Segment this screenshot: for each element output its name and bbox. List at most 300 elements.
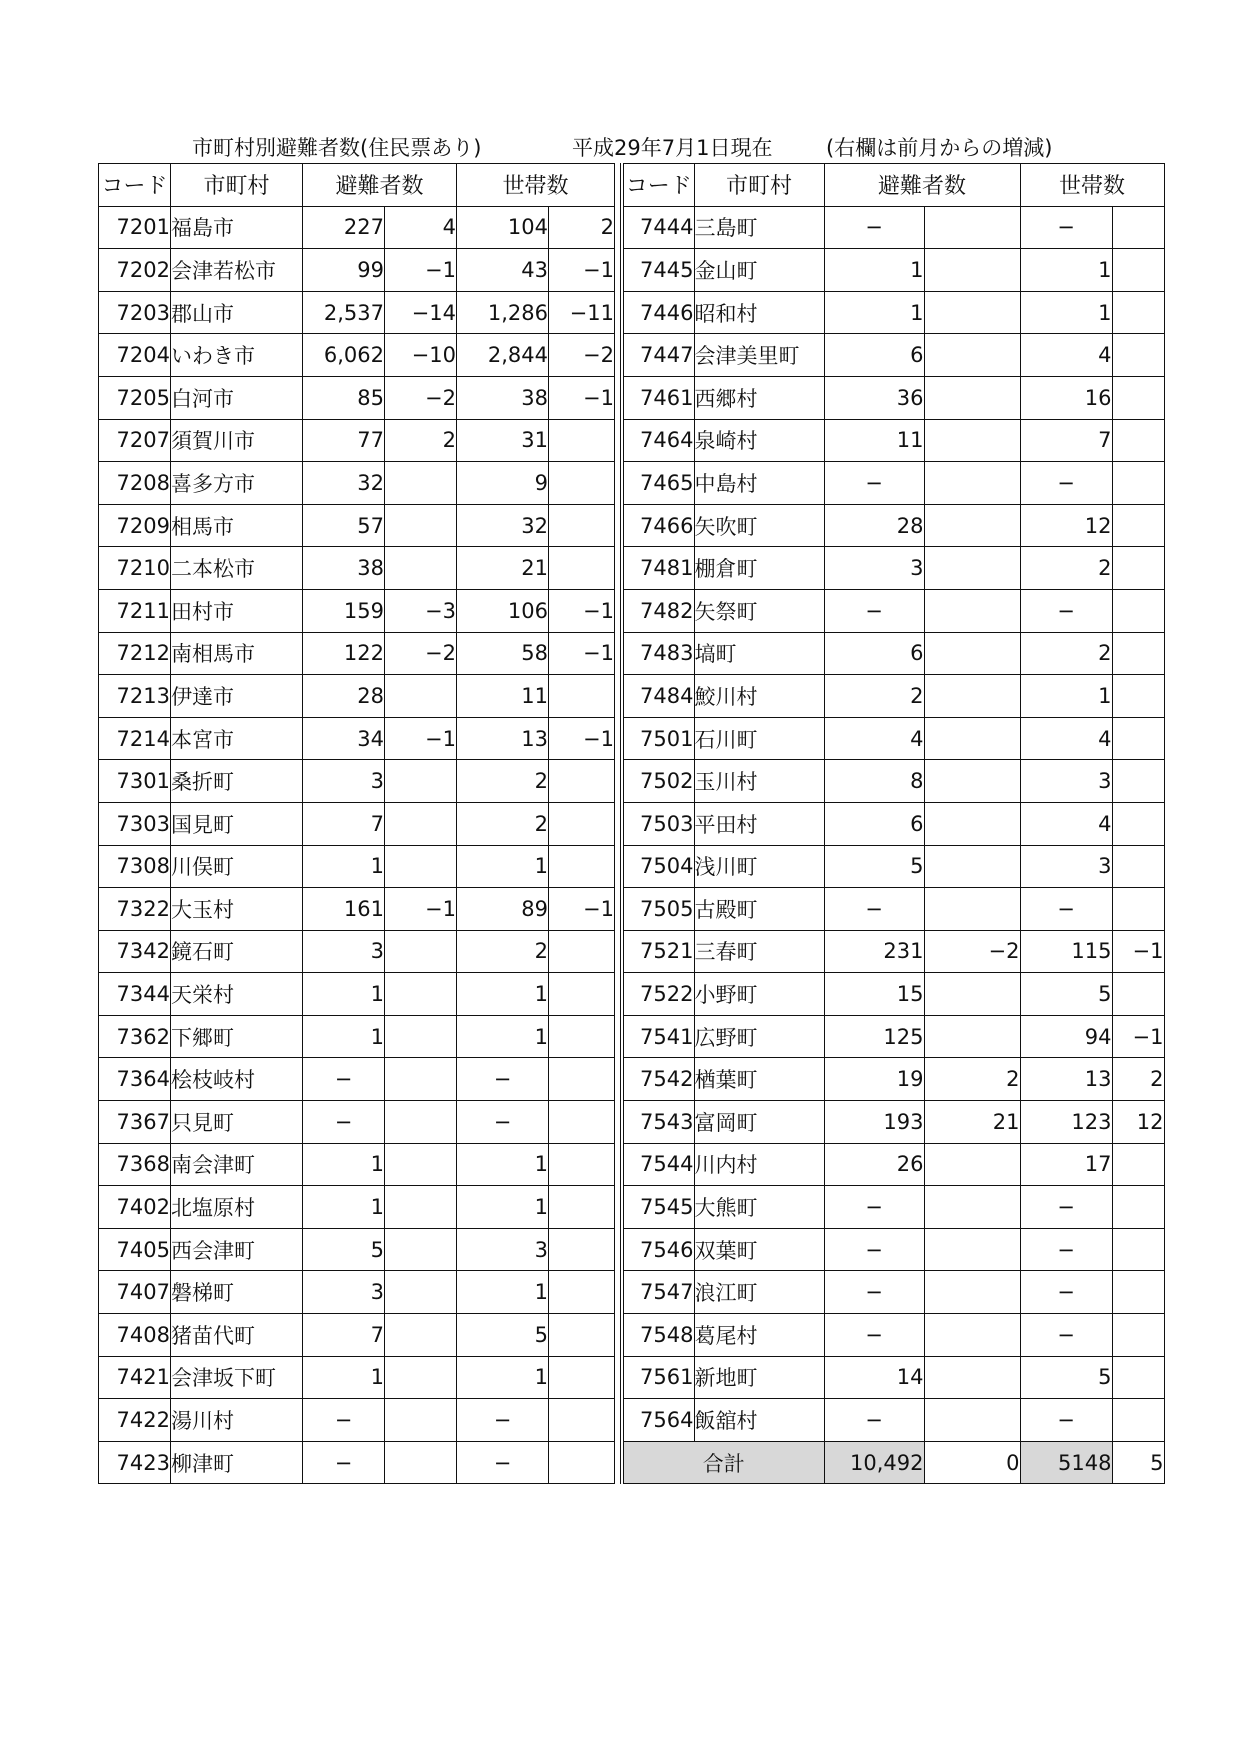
row-municipality: 本宮市	[171, 717, 303, 760]
row-evacuees: 32	[303, 462, 385, 505]
table-row	[99, 206, 615, 249]
table-row	[99, 717, 615, 760]
row-code: 7407	[99, 1271, 171, 1314]
row-households-change	[1112, 334, 1164, 377]
row-code: 7201	[99, 206, 171, 249]
row-households-change	[1112, 802, 1164, 845]
row-evacuees: 227	[303, 206, 385, 249]
table-row	[99, 547, 615, 590]
row-evacuees: 8	[824, 760, 924, 803]
row-evacuees-change	[924, 376, 1020, 419]
row-households-change: −1	[1112, 930, 1164, 973]
row-evacuees-change	[924, 1228, 1020, 1271]
row-households-change	[549, 419, 615, 462]
row-households: 1	[457, 1186, 549, 1229]
row-code: 7484	[622, 675, 694, 718]
row-municipality: 飯舘村	[694, 1399, 824, 1442]
row-households: −	[457, 1101, 549, 1144]
row-households: 2,844	[457, 334, 549, 377]
row-code: 7203	[99, 291, 171, 334]
row-households: 2	[457, 802, 549, 845]
row-evacuees-change	[924, 589, 1020, 632]
row-code: 7213	[99, 675, 171, 718]
row-evacuees-change	[924, 504, 1020, 547]
table-header-row	[622, 164, 1164, 207]
table-row	[99, 1101, 615, 1144]
table-row	[99, 888, 615, 931]
total-households-change: 5	[1112, 1441, 1164, 1484]
evacuee-table-left	[98, 163, 615, 1484]
row-evacuees-change	[385, 760, 457, 803]
row-code: 7547	[622, 1271, 694, 1314]
row-municipality: 国見町	[171, 802, 303, 845]
row-households-change: 2	[1112, 1058, 1164, 1101]
title-note: (右欄は前月からの増減)	[826, 136, 1053, 160]
row-municipality: 磐梯町	[171, 1271, 303, 1314]
row-households-change	[549, 1015, 615, 1058]
row-households-change	[549, 1441, 615, 1484]
row-municipality: 小野町	[694, 973, 824, 1016]
row-evacuees: −	[303, 1399, 385, 1442]
row-code: 7501	[622, 717, 694, 760]
row-municipality: 平田村	[694, 802, 824, 845]
table-row	[622, 1228, 1164, 1271]
row-evacuees-change	[924, 888, 1020, 931]
row-municipality: 玉川村	[694, 760, 824, 803]
row-households: 1	[1020, 249, 1112, 292]
row-evacuees: 19	[824, 1058, 924, 1101]
table-row	[99, 1314, 615, 1357]
row-code: 7204	[99, 334, 171, 377]
row-households: 1	[1020, 675, 1112, 718]
row-evacuees: 1	[824, 249, 924, 292]
row-municipality: 三島町	[694, 206, 824, 249]
row-households-change	[1112, 1356, 1164, 1399]
row-municipality: 西郷村	[694, 376, 824, 419]
row-evacuees: 7	[303, 1314, 385, 1357]
table-row	[622, 1015, 1164, 1058]
row-evacuees-change	[924, 632, 1020, 675]
table-row	[99, 249, 615, 292]
row-evacuees: −	[303, 1058, 385, 1101]
row-municipality: 須賀川市	[171, 419, 303, 462]
row-municipality: 石川町	[694, 717, 824, 760]
row-evacuees: 28	[303, 675, 385, 718]
row-evacuees: 122	[303, 632, 385, 675]
row-households-change	[549, 930, 615, 973]
row-evacuees-change	[924, 1399, 1020, 1442]
row-code: 7362	[99, 1015, 171, 1058]
row-municipality: 広野町	[694, 1015, 824, 1058]
row-municipality: 桧枝岐村	[171, 1058, 303, 1101]
row-evacuees-change	[385, 845, 457, 888]
table-row	[99, 334, 615, 377]
row-households-change: −1	[549, 632, 615, 675]
row-municipality: 二本松市	[171, 547, 303, 590]
row-municipality: 中島村	[694, 462, 824, 505]
row-households-change	[549, 1186, 615, 1229]
row-evacuees-change: 2	[924, 1058, 1020, 1101]
table-row	[622, 249, 1164, 292]
row-households-change	[1112, 888, 1164, 931]
row-evacuees: 1	[303, 973, 385, 1016]
table-row	[622, 1186, 1164, 1229]
row-evacuees-change: −10	[385, 334, 457, 377]
row-code: 7421	[99, 1356, 171, 1399]
row-evacuees: 36	[824, 376, 924, 419]
row-municipality: 金山町	[694, 249, 824, 292]
row-households-change	[549, 1058, 615, 1101]
row-households: 4	[1020, 717, 1112, 760]
row-municipality: 鮫川村	[694, 675, 824, 718]
row-households-change	[1112, 547, 1164, 590]
row-households: 1	[457, 973, 549, 1016]
row-evacuees: 2	[824, 675, 924, 718]
total-evacuees-change: 0	[924, 1441, 1020, 1484]
row-evacuees-change	[385, 1228, 457, 1271]
row-evacuees: 85	[303, 376, 385, 419]
row-households-change	[1112, 973, 1164, 1016]
row-households: −	[1020, 1271, 1112, 1314]
row-municipality: 古殿町	[694, 888, 824, 931]
table-row	[99, 1399, 615, 1442]
row-evacuees-change	[385, 462, 457, 505]
row-households-change	[549, 462, 615, 505]
row-households-change	[1112, 1399, 1164, 1442]
row-households: 21	[457, 547, 549, 590]
row-municipality: 富岡町	[694, 1101, 824, 1144]
total-row	[622, 1441, 1164, 1484]
row-households: 43	[457, 249, 549, 292]
table-row	[99, 291, 615, 334]
table-row	[99, 845, 615, 888]
row-municipality: 田村市	[171, 589, 303, 632]
row-households-change: −1	[549, 888, 615, 931]
row-code: 7502	[622, 760, 694, 803]
row-municipality: 昭和村	[694, 291, 824, 334]
row-code: 7364	[99, 1058, 171, 1101]
row-households-change	[1112, 845, 1164, 888]
row-households: 13	[1020, 1058, 1112, 1101]
row-evacuees-change	[924, 1186, 1020, 1229]
row-evacuees-change	[385, 930, 457, 973]
row-households-change	[549, 675, 615, 718]
row-evacuees: 3	[303, 930, 385, 973]
total-households: 5148	[1020, 1441, 1112, 1484]
row-code: 7344	[99, 973, 171, 1016]
row-evacuees: 1	[303, 1186, 385, 1229]
row-code: 7461	[622, 376, 694, 419]
row-evacuees: 6	[824, 802, 924, 845]
row-code: 7541	[622, 1015, 694, 1058]
row-code: 7544	[622, 1143, 694, 1186]
table-row	[622, 1058, 1164, 1101]
row-code: 7368	[99, 1143, 171, 1186]
row-municipality: 白河市	[171, 376, 303, 419]
row-households-change	[1112, 206, 1164, 249]
row-evacuees-change: −1	[385, 888, 457, 931]
table-header-row	[99, 164, 615, 207]
row-code: 7447	[622, 334, 694, 377]
row-municipality: 西会津町	[171, 1228, 303, 1271]
row-code: 7423	[99, 1441, 171, 1484]
table-row	[99, 1356, 615, 1399]
row-municipality: 会津坂下町	[171, 1356, 303, 1399]
row-households: 3	[457, 1228, 549, 1271]
row-evacuees-change	[924, 845, 1020, 888]
row-households: −	[457, 1441, 549, 1484]
table-row	[99, 760, 615, 803]
row-municipality: 猪苗代町	[171, 1314, 303, 1357]
row-households: 2	[457, 930, 549, 973]
row-evacuees: 3	[303, 760, 385, 803]
row-evacuees: 99	[303, 249, 385, 292]
row-households: 2	[1020, 632, 1112, 675]
table-row	[99, 1058, 615, 1101]
row-municipality: 福島市	[171, 206, 303, 249]
row-municipality: 葛尾村	[694, 1314, 824, 1357]
row-evacuees-change: −1	[385, 717, 457, 760]
row-municipality: 伊達市	[171, 675, 303, 718]
row-evacuees-change: −1	[385, 249, 457, 292]
row-households: −	[1020, 888, 1112, 931]
table-row	[622, 376, 1164, 419]
row-municipality: いわき市	[171, 334, 303, 377]
row-households: 5	[1020, 1356, 1112, 1399]
row-households-change	[1112, 717, 1164, 760]
row-evacuees: 3	[824, 547, 924, 590]
table-row	[99, 419, 615, 462]
row-evacuees: −	[824, 206, 924, 249]
row-evacuees: 125	[824, 1015, 924, 1058]
row-households-change	[549, 1143, 615, 1186]
row-evacuees: 1	[824, 291, 924, 334]
row-households: 104	[457, 206, 549, 249]
row-households-change	[1112, 675, 1164, 718]
table-row	[622, 760, 1164, 803]
row-evacuees-change	[924, 1015, 1020, 1058]
row-households-change: −1	[1112, 1015, 1164, 1058]
table-row	[99, 930, 615, 973]
row-code: 7342	[99, 930, 171, 973]
row-code: 7521	[622, 930, 694, 973]
table-row	[622, 632, 1164, 675]
row-households: 1	[457, 1015, 549, 1058]
row-households: 3	[1020, 760, 1112, 803]
row-code: 7543	[622, 1101, 694, 1144]
row-municipality: 新地町	[694, 1356, 824, 1399]
row-code: 7548	[622, 1314, 694, 1357]
table-row	[99, 589, 615, 632]
header-code: コード	[99, 164, 171, 207]
row-evacuees-change	[924, 291, 1020, 334]
row-households: 17	[1020, 1143, 1112, 1186]
row-households: 106	[457, 589, 549, 632]
row-households-change	[1112, 1228, 1164, 1271]
row-households-change	[1112, 376, 1164, 419]
row-evacuees-change	[924, 1314, 1020, 1357]
row-code: 7367	[99, 1101, 171, 1144]
document-title	[96, 130, 1176, 164]
row-municipality: 相馬市	[171, 504, 303, 547]
row-households: 4	[1020, 334, 1112, 377]
row-households: 3	[1020, 845, 1112, 888]
row-evacuees-change	[924, 760, 1020, 803]
row-households: 12	[1020, 504, 1112, 547]
row-code: 7481	[622, 547, 694, 590]
table-row	[622, 1101, 1164, 1144]
row-municipality: 川内村	[694, 1143, 824, 1186]
row-households: 32	[457, 504, 549, 547]
row-households: 1	[457, 1271, 549, 1314]
row-municipality: 塙町	[694, 632, 824, 675]
row-evacuees: 193	[824, 1101, 924, 1144]
table-row	[99, 1271, 615, 1314]
row-code: 7422	[99, 1399, 171, 1442]
row-evacuees-change	[385, 973, 457, 1016]
row-households: −	[1020, 1228, 1112, 1271]
title-date: 平成29年7月1日現在	[572, 136, 773, 160]
row-code: 7446	[622, 291, 694, 334]
row-municipality: 只見町	[171, 1101, 303, 1144]
row-evacuees-change	[924, 1356, 1020, 1399]
row-municipality: 棚倉町	[694, 547, 824, 590]
row-households-change: −1	[549, 589, 615, 632]
row-evacuees-change: −2	[924, 930, 1020, 973]
row-households-change	[1112, 1314, 1164, 1357]
row-municipality: 柳津町	[171, 1441, 303, 1484]
row-municipality: 三春町	[694, 930, 824, 973]
table-row	[99, 1228, 615, 1271]
row-households-change	[549, 1271, 615, 1314]
row-households-change	[1112, 249, 1164, 292]
header-evacuees: 避難者数	[303, 164, 457, 207]
row-evacuees: 231	[824, 930, 924, 973]
row-households-change	[1112, 632, 1164, 675]
row-code: 7504	[622, 845, 694, 888]
row-evacuees-change	[924, 717, 1020, 760]
row-households: 4	[1020, 802, 1112, 845]
table-row	[99, 802, 615, 845]
row-code: 7522	[622, 973, 694, 1016]
row-households: 7	[1020, 419, 1112, 462]
row-code: 7545	[622, 1186, 694, 1229]
row-households-change	[549, 973, 615, 1016]
table-row	[622, 291, 1164, 334]
row-evacuees: −	[824, 1228, 924, 1271]
row-evacuees-change: −14	[385, 291, 457, 334]
row-evacuees: 15	[824, 973, 924, 1016]
evacuee-table-right	[620, 163, 1165, 1484]
table-row	[622, 589, 1164, 632]
row-code: 7207	[99, 419, 171, 462]
row-municipality: 大玉村	[171, 888, 303, 931]
row-households: 5	[457, 1314, 549, 1357]
row-households-change: −1	[549, 249, 615, 292]
row-households-change: 12	[1112, 1101, 1164, 1144]
header-households: 世帯数	[457, 164, 615, 207]
row-households: −	[1020, 206, 1112, 249]
row-code: 7466	[622, 504, 694, 547]
row-evacuees-change: 21	[924, 1101, 1020, 1144]
total-evacuees: 10,492	[824, 1441, 924, 1484]
row-evacuees: −	[824, 589, 924, 632]
row-evacuees-change	[924, 675, 1020, 718]
row-households-change	[1112, 760, 1164, 803]
row-evacuees: 1	[303, 1015, 385, 1058]
row-households-change	[549, 504, 615, 547]
row-evacuees-change	[924, 334, 1020, 377]
row-evacuees-change	[385, 1441, 457, 1484]
row-households-change: 2	[549, 206, 615, 249]
row-evacuees: 4	[824, 717, 924, 760]
row-municipality: 泉崎村	[694, 419, 824, 462]
row-code: 7465	[622, 462, 694, 505]
row-evacuees: −	[303, 1101, 385, 1144]
row-evacuees-change	[924, 462, 1020, 505]
row-households: 1,286	[457, 291, 549, 334]
row-households: 13	[457, 717, 549, 760]
row-households-change: −11	[549, 291, 615, 334]
row-households: 1	[457, 1143, 549, 1186]
row-households: 1	[457, 845, 549, 888]
row-municipality: 湯川村	[171, 1399, 303, 1442]
row-evacuees: 77	[303, 419, 385, 462]
row-municipality: 桑折町	[171, 760, 303, 803]
row-evacuees-change	[385, 547, 457, 590]
row-evacuees: 7	[303, 802, 385, 845]
row-code: 7308	[99, 845, 171, 888]
row-code: 7301	[99, 760, 171, 803]
row-code: 7210	[99, 547, 171, 590]
table-row	[622, 845, 1164, 888]
row-evacuees: 28	[824, 504, 924, 547]
table-row	[99, 1441, 615, 1484]
row-households-change: −1	[549, 717, 615, 760]
title-main: 市町村別避難者数(住民票あり)	[192, 136, 482, 160]
row-households: −	[1020, 1186, 1112, 1229]
table-row	[622, 888, 1164, 931]
row-municipality: 会津美里町	[694, 334, 824, 377]
row-households: 9	[457, 462, 549, 505]
table-row	[622, 206, 1164, 249]
table-row	[622, 1143, 1164, 1186]
row-evacuees: 3	[303, 1271, 385, 1314]
row-evacuees: −	[824, 1399, 924, 1442]
header-evacuees: 避難者数	[824, 164, 1020, 207]
row-evacuees-change	[924, 547, 1020, 590]
row-evacuees: 1	[303, 1143, 385, 1186]
row-municipality: 北塩原村	[171, 1186, 303, 1229]
table-row	[622, 504, 1164, 547]
row-municipality: 楢葉町	[694, 1058, 824, 1101]
row-evacuees: 14	[824, 1356, 924, 1399]
table-row	[622, 675, 1164, 718]
row-households: 16	[1020, 376, 1112, 419]
row-evacuees-change	[385, 802, 457, 845]
row-evacuees: −	[824, 1186, 924, 1229]
row-households-change	[1112, 419, 1164, 462]
row-evacuees-change	[385, 1015, 457, 1058]
row-households: 1	[457, 1356, 549, 1399]
row-municipality: 矢祭町	[694, 589, 824, 632]
row-municipality: 南会津町	[171, 1143, 303, 1186]
row-households: −	[1020, 462, 1112, 505]
table-row	[622, 334, 1164, 377]
row-code: 7322	[99, 888, 171, 931]
row-households-change	[549, 845, 615, 888]
row-municipality: 矢吹町	[694, 504, 824, 547]
